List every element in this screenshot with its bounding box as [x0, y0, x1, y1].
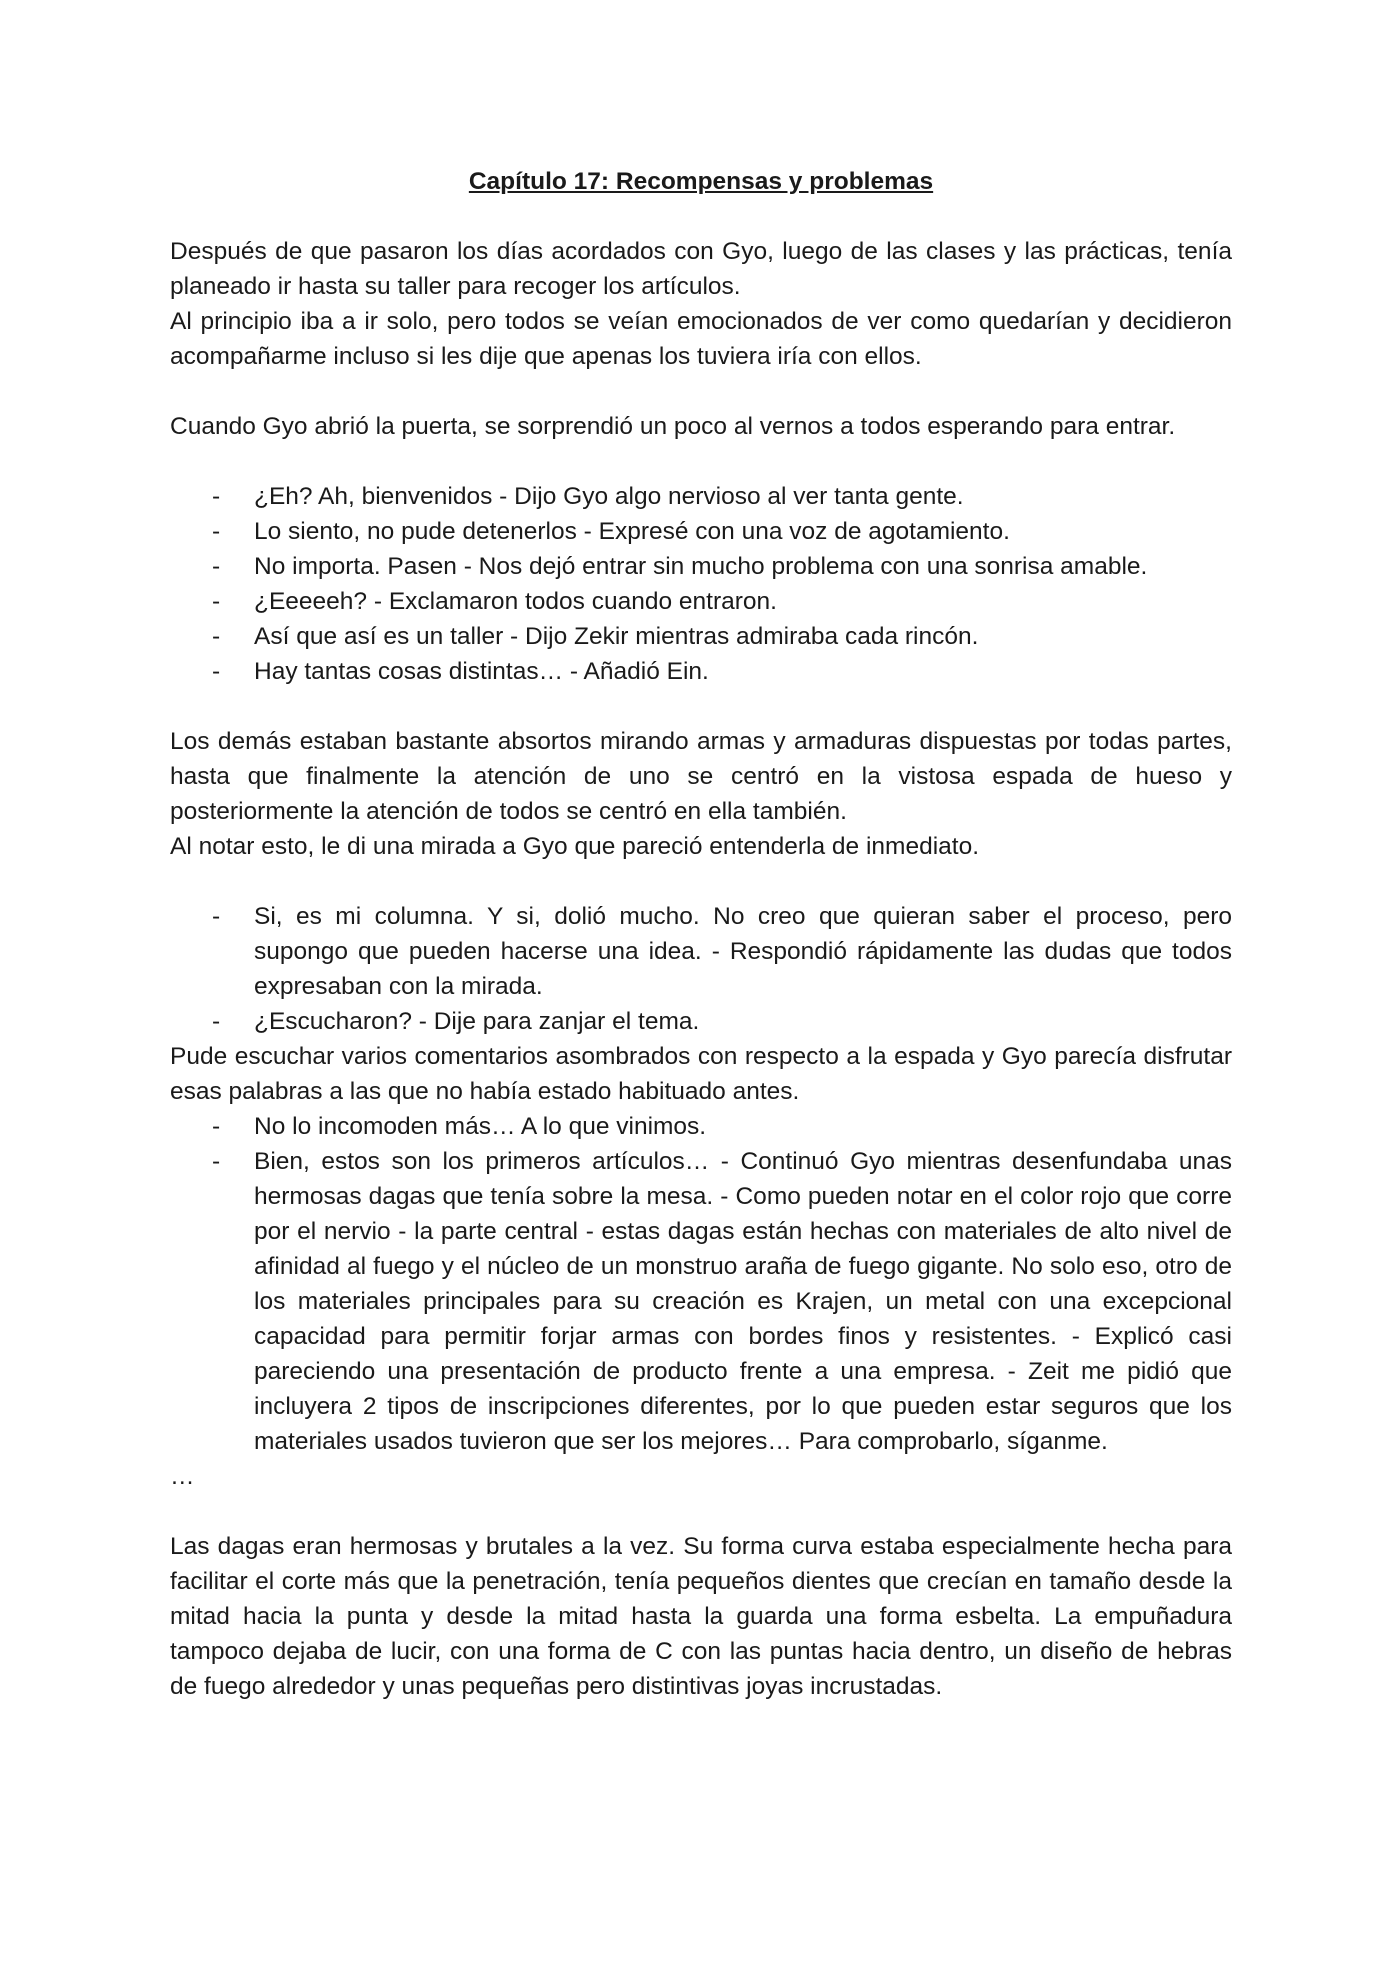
dialogue-text: Bien, estos son los primeros artículos… - Continuó Gyo mientras desenfundaba unas hermosas dagas que tenía sobre la mesa. - Como pueden notar en el color rojo que corre por el nervio - la parte central - estas dagas están hechas con materiales de alto nivel de afinidad al fuego y el núcleo de un monstruo araña de fuego gigante. No solo eso, otro de los materiales principales para su creación es Krajen, un metal con una excepcional capacidad para permitir forjar armas con bordes finos y resistentes. - Explicó casi pareciendo una presentación de producto frente a una empresa. - Zeit me pidió que incluyera 2 tipos de inscripciones diferentes, por lo que pueden estar seguros que los materiales usados tuvieron que ser los mejores… Para comprobarlo, síganme.	[254, 1148, 1232, 1455]
dialogue-item	[170, 1144, 1232, 1459]
dialogue-list-3	[170, 1109, 1232, 1459]
dash-marker: -	[212, 1113, 221, 1140]
dialogue-text: Así que así es un taller - Dijo Zekir mientras admiraba cada rincón.	[254, 623, 979, 650]
paragraph-5: Las dagas eran hermosas y brutales a la vez. Su forma curva estaba especialmente hecha para facilitar el corte más que la penetración, tenía pequeños dientes que crecían en tamaño desde la mitad hacia la punta y desde la mitad hasta la guarda una forma esbelta. La empuñadura tampoco dejaba de lucir, con una forma de C con las puntas hacia dentro, un diseño de hebras de fuego alrededor y unas pequeñas pero distintivas joyas incrustadas.	[170, 1533, 1232, 1700]
dialogue-item	[170, 584, 1232, 619]
dialogue-text: No lo incomoden más… A lo que vinimos.	[254, 1113, 707, 1140]
paragraph-2: Cuando Gyo abrió la puerta, se sorprendió un poco al vernos a todos esperando para entrar.	[170, 413, 1176, 440]
dialogue-item	[170, 1109, 1232, 1144]
paragraph-3-line-1: Los demás estaban bastante absortos mirando armas y armaduras dispuestas por todas partes, hasta que finalmente la atención de uno se centró en la vistosa espada de hueso y posteriormente la atención de todos se centró en ella también.	[170, 728, 1232, 825]
dash-marker: -	[212, 553, 221, 580]
dialogue-item	[170, 654, 1232, 689]
dash-marker: -	[212, 658, 221, 685]
dialogue-text: Si, es mi columna. Y si, dolió mucho. No creo que quieran saber el proceso, pero supongo que pueden hacerse una idea. - Respondió rápidamente las dudas que todos expresaban con la mirada.	[254, 903, 1232, 1000]
dash-marker: -	[212, 483, 221, 510]
dialogue-text: Lo siento, no pude detenerlos - Expresé con una voz de agotamiento.	[254, 518, 1010, 545]
dialogue-text: ¿Escucharon? - Dije para zanjar el tema.	[254, 1008, 700, 1035]
dialogue-item	[170, 1004, 1232, 1039]
spacer	[170, 444, 1232, 479]
dialogue-item	[170, 619, 1232, 654]
dialogue-text: Hay tantas cosas distintas… - Añadió Ein.	[254, 658, 709, 685]
spacer	[170, 864, 1232, 899]
dialogue-list-1	[170, 479, 1232, 689]
ellipsis-line: …	[170, 1463, 195, 1490]
dash-marker: -	[212, 623, 221, 650]
spacer	[170, 689, 1232, 724]
dash-marker: -	[212, 1008, 221, 1035]
dialogue-list-2	[170, 899, 1232, 1039]
dash-marker: -	[212, 518, 221, 545]
dialogue-text: ¿Eh? Ah, bienvenidos - Dijo Gyo algo nervioso al ver tanta gente.	[254, 483, 964, 510]
spacer	[170, 1494, 1232, 1529]
spacer	[170, 374, 1232, 409]
dialogue-item	[170, 899, 1232, 1004]
paragraph-4: Pude escuchar varios comentarios asombrados con respecto a la espada y Gyo parecía disfrutar esas palabras a las que no había estado habituado antes.	[170, 1043, 1232, 1105]
dash-marker: -	[212, 903, 221, 930]
dialogue-item	[170, 479, 1232, 514]
dialogue-text: No importa. Pasen - Nos dejó entrar sin mucho problema con una sonrisa amable.	[254, 553, 1148, 580]
dash-marker: -	[212, 1148, 221, 1175]
paragraph-3-line-2: Al notar esto, le di una mirada a Gyo que pareció entenderla de inmediato.	[170, 833, 980, 860]
chapter-title: Capítulo 17: Recompensas y problemas	[468, 168, 934, 195]
dialogue-item	[170, 549, 1232, 584]
paragraph-1-line-2: Al principio iba a ir solo, pero todos se veían emocionados de ver como quedarían y decidieron acompañarme incluso si les dije que apenas los tuviera iría con ellos.	[170, 308, 1232, 370]
dialogue-item	[170, 514, 1232, 549]
dialogue-text: ¿Eeeeeh? - Exclamaron todos cuando entraron.	[254, 588, 777, 615]
dash-marker: -	[212, 588, 221, 615]
paragraph-1-line-1: Después de que pasaron los días acordados con Gyo, luego de las clases y las prácticas, tenía planeado ir hasta su taller para recoger los artículos.	[170, 238, 1232, 300]
